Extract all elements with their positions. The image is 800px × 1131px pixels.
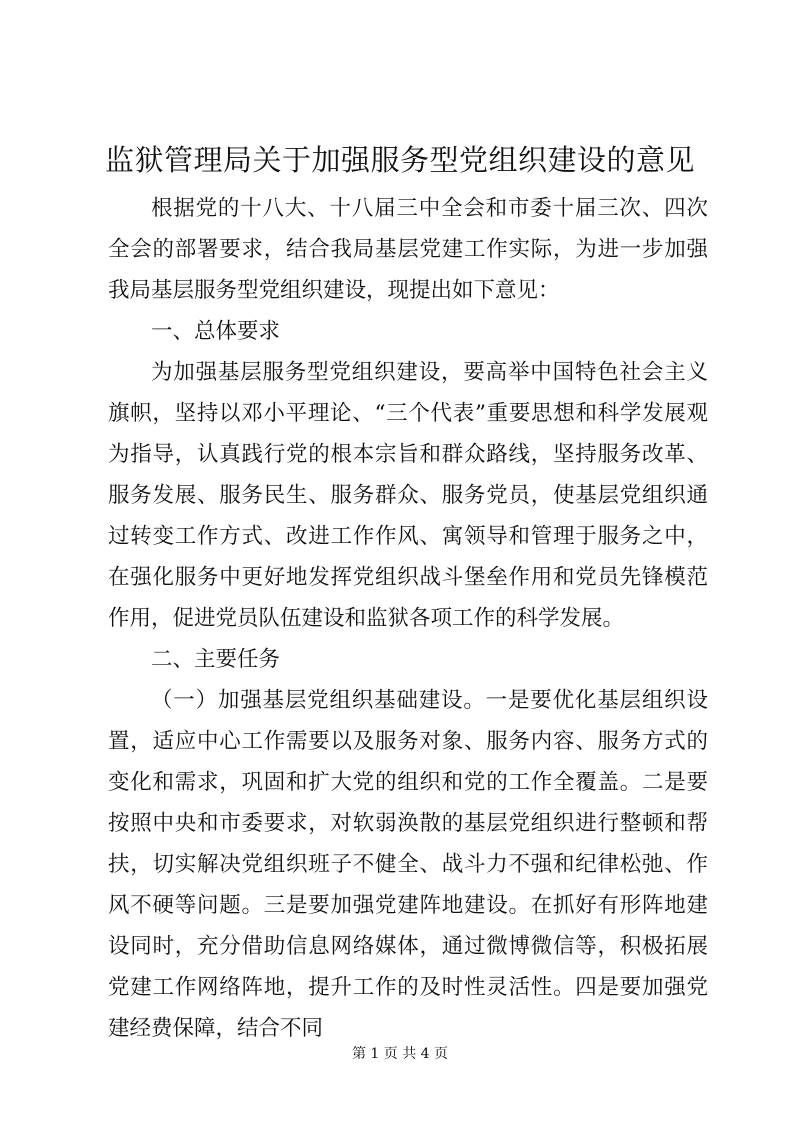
document-body [108,188,708,1049]
intro-paragraph: 根据党的十八大、十八届三中全会和市委十届三次、四次全会的部署要求，结合我局基层党建工作实际，为进一步加强我局基层服务型党组织建设，现提出如下意见： [108,196,708,303]
section-heading-overall-requirements: 一、总体要求 [151,319,281,344]
page-number-footer: 第 1 页 共 4 页 [351,1046,449,1062]
overall-requirements-paragraph: 为加强基层服务型党组织建设，要高举中国特色社会主义旗帜，坚持以邓小平理论、“三个代表”重要思想和科学发展观为指导，认真践行党的根本宗旨和群众路线，坚持服务改革、服务发展、服务民生、服务群众、服务党员，使基层党组织通过转变工作方式、改进工作作风、寓领导和管理于服务之中，在强化服务中更好地发挥党组织战斗堡垒作用和党员先锋模范作用，促进党员队伍建设和监狱各项工作的科学发展。 [108,360,708,631]
section-heading-main-tasks: 二、主要任务 [151,647,281,672]
document-title: 监狱管理局关于加强服务型党组织建设的意见 [104,143,695,177]
main-tasks-paragraph: （一）加强基层党组织基础建设。一是要优化基层组织设置，适应中心工作需要以及服务对象、服务内容、服务方式的变化和需求，巩固和扩大党的组织和党的工作全覆盖。二是要按照中央和市委要求，对软弱涣散的基层党组织进行整顿和帮扶，切实解决党组织班子不健全、战斗力不强和纪律松弛、作风不硬等问题。三是要加强党建阵地建设。在抓好有形阵地建设同时，充分借助信息网络媒体，通过微博微信等，积极拓展党建工作网络阵地，提升工作的及时性灵活性。四是要加强党建经费保障，结合不同 [108,688,708,1041]
